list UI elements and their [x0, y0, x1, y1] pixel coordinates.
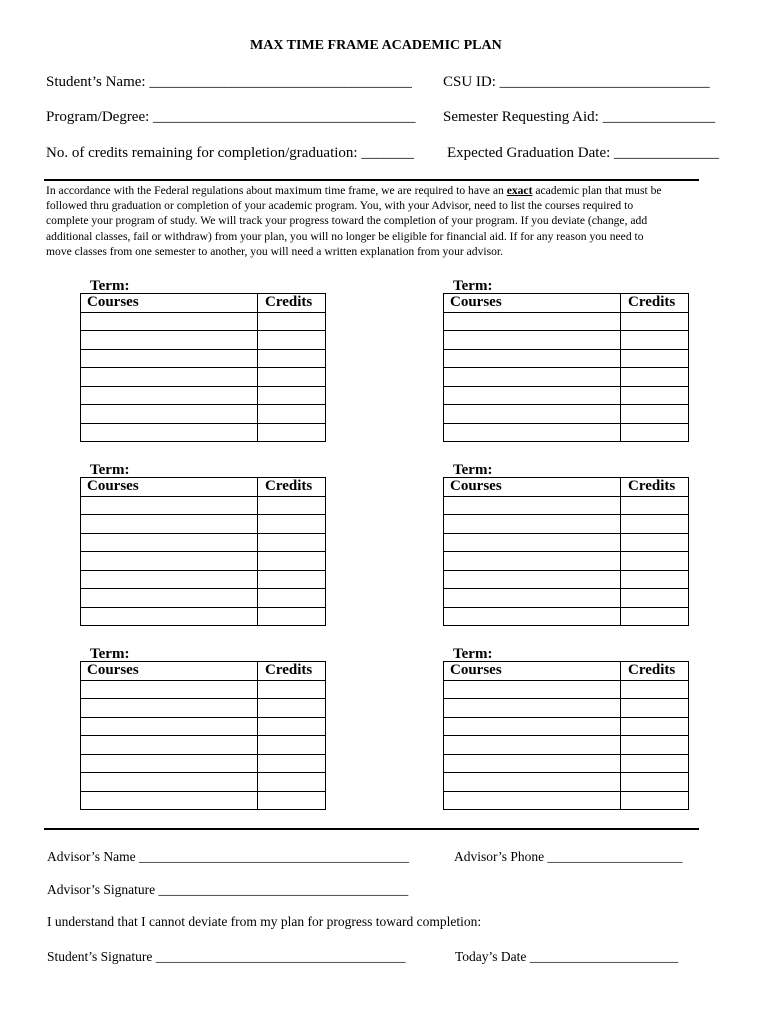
student-name-field[interactable]: Student’s Name: ___________________________________	[46, 74, 412, 90]
credits-cell[interactable]	[621, 533, 689, 552]
course-cell[interactable]	[444, 405, 621, 424]
credits-cell[interactable]	[621, 312, 689, 331]
table-row	[81, 570, 326, 589]
course-cell[interactable]	[81, 533, 258, 552]
table-row	[81, 312, 326, 331]
notice-line-4: additional classes, fail or withdraw) from your plan, you will no longer be eligible for financial aid. If for any reason you need to	[46, 229, 644, 243]
course-cell[interactable]	[81, 331, 258, 350]
term-label-2: Term:	[453, 278, 493, 294]
course-cell[interactable]	[444, 331, 621, 350]
credits-cell[interactable]	[621, 349, 689, 368]
notice-line-3: complete your program of study. We will track your progress toward the completion of your program. If you deviate (change, add	[46, 214, 648, 228]
table-row	[444, 570, 689, 589]
credits-cell[interactable]	[258, 331, 326, 350]
course-cell[interactable]	[81, 312, 258, 331]
course-cell[interactable]	[81, 496, 258, 515]
term-table-1	[80, 293, 326, 442]
course-cell[interactable]	[444, 515, 621, 534]
table-row	[444, 312, 689, 331]
course-cell[interactable]	[444, 496, 621, 515]
term-table-2	[443, 293, 689, 442]
term-label-4: Term:	[453, 462, 493, 478]
credits-cell[interactable]	[258, 680, 326, 699]
table-row	[81, 773, 326, 792]
term-table-4	[443, 477, 689, 626]
notice-emphasis: exact	[506, 184, 533, 197]
table-row	[444, 699, 689, 718]
table-row	[444, 386, 689, 405]
table-row	[81, 331, 326, 350]
course-cell[interactable]	[81, 405, 258, 424]
credits-cell[interactable]	[258, 349, 326, 368]
course-cell[interactable]	[444, 717, 621, 736]
courses-header: Courses	[444, 294, 621, 313]
program-degree-field[interactable]: Program/Degree: ___________________________________	[46, 109, 416, 125]
credits-cell[interactable]	[621, 368, 689, 387]
course-cell[interactable]	[444, 386, 621, 405]
credits-cell[interactable]	[258, 699, 326, 718]
credits-cell[interactable]	[258, 405, 326, 424]
credits-cell[interactable]	[258, 754, 326, 773]
credits-cell[interactable]	[621, 496, 689, 515]
course-cell[interactable]	[81, 754, 258, 773]
credits-cell[interactable]	[621, 607, 689, 626]
course-cell[interactable]	[444, 699, 621, 718]
table-row	[81, 607, 326, 626]
course-cell[interactable]	[444, 533, 621, 552]
credits-cell[interactable]	[258, 607, 326, 626]
table-row	[444, 368, 689, 387]
credits-header: Credits	[258, 662, 326, 681]
advisor-signature-field[interactable]: Advisor’s Signature _____________________________________	[47, 882, 409, 897]
course-cell[interactable]	[81, 607, 258, 626]
table-row	[81, 699, 326, 718]
credits-cell[interactable]	[621, 717, 689, 736]
credits-cell[interactable]	[621, 736, 689, 755]
credits-cell[interactable]	[258, 386, 326, 405]
table-row	[444, 515, 689, 534]
course-cell[interactable]	[444, 368, 621, 387]
course-cell[interactable]	[444, 349, 621, 368]
term-table-5	[80, 661, 326, 810]
table-row	[444, 349, 689, 368]
credits-cell[interactable]	[621, 754, 689, 773]
course-cell[interactable]	[444, 754, 621, 773]
credits-cell[interactable]	[621, 386, 689, 405]
credits-cell[interactable]	[621, 589, 689, 608]
credits-cell[interactable]	[258, 533, 326, 552]
table-row	[81, 368, 326, 387]
credits-remaining-field[interactable]: No. of credits remaining for completion/graduation: _______	[46, 145, 414, 161]
table-row	[81, 717, 326, 736]
credits-cell[interactable]	[621, 699, 689, 718]
table-row	[444, 773, 689, 792]
credits-cell[interactable]	[258, 589, 326, 608]
term-label-5: Term:	[90, 646, 130, 662]
term-table-6	[443, 661, 689, 810]
course-cell[interactable]	[81, 552, 258, 571]
table-row	[444, 717, 689, 736]
credits-cell[interactable]	[621, 405, 689, 424]
credits-header: Credits	[621, 478, 689, 497]
courses-header: Courses	[444, 478, 621, 497]
credits-header: Credits	[258, 478, 326, 497]
credits-cell[interactable]	[621, 791, 689, 810]
credits-cell[interactable]	[621, 773, 689, 792]
table-row	[81, 423, 326, 442]
course-cell[interactable]	[444, 552, 621, 571]
table-row	[444, 791, 689, 810]
term-label-6: Term:	[453, 646, 493, 662]
credits-cell[interactable]	[258, 423, 326, 442]
table-row	[81, 754, 326, 773]
header-divider	[44, 179, 699, 181]
table-row	[444, 589, 689, 608]
table-row	[444, 423, 689, 442]
course-cell[interactable]	[81, 589, 258, 608]
table-row	[444, 736, 689, 755]
table-row	[81, 791, 326, 810]
course-cell[interactable]	[444, 423, 621, 442]
table-row	[81, 386, 326, 405]
credits-cell[interactable]	[621, 423, 689, 442]
course-cell[interactable]	[81, 423, 258, 442]
credits-cell[interactable]	[258, 496, 326, 515]
table-row	[81, 736, 326, 755]
table-row	[444, 533, 689, 552]
course-cell[interactable]	[81, 515, 258, 534]
credits-cell[interactable]	[258, 736, 326, 755]
student-signature-field[interactable]: Student’s Signature _____________________________________	[47, 949, 406, 964]
course-cell[interactable]	[81, 717, 258, 736]
credits-cell[interactable]	[258, 773, 326, 792]
notice-line-1: In accordance with the Federal regulations about maximum time frame, we are required to have an	[46, 184, 504, 197]
understand-statement: I understand that I cannot deviate from my plan for progress toward completion:	[47, 914, 482, 929]
credits-header: Credits	[621, 294, 689, 313]
table-row	[81, 405, 326, 424]
course-cell[interactable]	[444, 680, 621, 699]
notice-paragraph	[46, 183, 716, 259]
course-cell[interactable]	[81, 349, 258, 368]
table-row	[81, 515, 326, 534]
credits-header: Credits	[258, 294, 326, 313]
term-table-3	[80, 477, 326, 626]
credits-header: Credits	[621, 662, 689, 681]
course-cell[interactable]	[81, 570, 258, 589]
credits-cell[interactable]	[258, 717, 326, 736]
courses-header: Courses	[444, 662, 621, 681]
course-cell[interactable]	[444, 791, 621, 810]
course-cell[interactable]	[444, 312, 621, 331]
page-title: MAX TIME FRAME ACADEMIC PLAN	[250, 38, 502, 53]
course-cell[interactable]	[444, 607, 621, 626]
course-cell[interactable]	[444, 589, 621, 608]
credits-cell[interactable]	[621, 570, 689, 589]
table-row	[444, 680, 689, 699]
table-row	[81, 533, 326, 552]
course-cell[interactable]	[81, 699, 258, 718]
course-cell[interactable]	[81, 368, 258, 387]
course-cell[interactable]	[444, 736, 621, 755]
courses-header: Courses	[81, 662, 258, 681]
advisor-name-field[interactable]: Advisor’s Name ________________________________________	[47, 849, 409, 864]
term-label-3: Term:	[90, 462, 130, 478]
notice-line-2: followed thru graduation or completion of your academic program. You, with your Advisor, need to list the courses required to	[46, 199, 634, 213]
notice-line-1-end: academic plan that must be	[535, 184, 662, 197]
table-row	[444, 754, 689, 773]
course-cell[interactable]	[444, 773, 621, 792]
semester-requesting-aid-field[interactable]: Semester Requesting Aid: _______________	[443, 109, 716, 125]
credits-cell[interactable]	[258, 312, 326, 331]
advisor-phone-field[interactable]: Advisor’s Phone ____________________	[454, 849, 683, 864]
course-cell[interactable]	[81, 386, 258, 405]
credits-cell[interactable]	[621, 552, 689, 571]
credits-cell[interactable]	[258, 515, 326, 534]
course-cell[interactable]	[81, 736, 258, 755]
footer-divider	[44, 828, 699, 830]
credits-cell[interactable]	[621, 680, 689, 699]
table-row	[444, 496, 689, 515]
todays-date-field[interactable]: Today’s Date ______________________	[455, 949, 679, 964]
course-cell[interactable]	[81, 680, 258, 699]
table-row	[444, 552, 689, 571]
courses-header: Courses	[81, 294, 258, 313]
table-row	[81, 589, 326, 608]
table-row	[81, 680, 326, 699]
courses-header: Courses	[81, 478, 258, 497]
credits-cell[interactable]	[258, 791, 326, 810]
expected-graduation-date-field[interactable]: Expected Graduation Date: ______________	[447, 145, 720, 161]
notice-line-5: move classes from one semester to another, you will need a written explanation from your advisor.	[46, 244, 504, 258]
course-cell[interactable]	[444, 570, 621, 589]
table-row	[444, 405, 689, 424]
term-label-1: Term:	[90, 278, 130, 294]
course-cell[interactable]	[81, 773, 258, 792]
credits-cell[interactable]	[621, 331, 689, 350]
csu-id-field[interactable]: CSU ID: ____________________________	[443, 74, 710, 90]
credits-cell[interactable]	[258, 552, 326, 571]
table-row	[444, 607, 689, 626]
table-row	[81, 552, 326, 571]
credits-cell[interactable]	[621, 515, 689, 534]
table-row	[81, 349, 326, 368]
credits-cell[interactable]	[258, 368, 326, 387]
credits-cell[interactable]	[258, 570, 326, 589]
course-cell[interactable]	[81, 791, 258, 810]
table-row	[81, 496, 326, 515]
table-row	[444, 331, 689, 350]
